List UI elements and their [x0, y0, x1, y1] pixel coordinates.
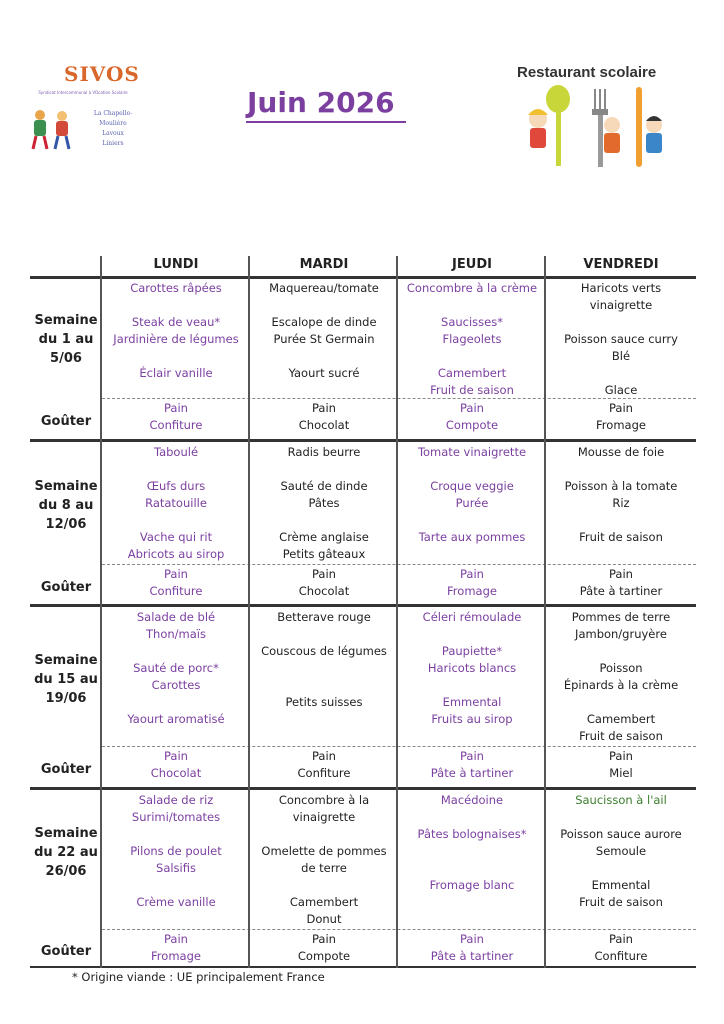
gouter-cell — [400, 400, 544, 434]
menu-spacer — [252, 826, 396, 843]
gouter-cell — [548, 931, 694, 965]
menu-item: Fruit de saison — [579, 729, 663, 743]
menu-item: Poisson — [599, 661, 643, 675]
gouter-item: Pain — [609, 567, 633, 581]
gouter-item: Pain — [460, 401, 484, 415]
menu-cell — [252, 792, 396, 928]
gouter-cell — [252, 931, 396, 965]
menu-item: Purée — [455, 496, 489, 510]
menu-spacer — [104, 348, 248, 365]
gouter-item: Confiture — [149, 584, 203, 598]
menu-item: Purée St Germain — [273, 332, 375, 346]
gouter-cell — [104, 400, 248, 434]
menu-item: Camembert — [289, 895, 359, 909]
menu-item: Haricots verts — [580, 281, 662, 295]
gouter-item: Pain — [164, 932, 188, 946]
menu-cell — [548, 609, 694, 745]
gouter-cell — [104, 566, 248, 600]
menu-spacer — [400, 512, 544, 529]
menu-item: Épinards à la crème — [563, 678, 679, 692]
menu-cell — [252, 444, 396, 563]
menu-item: Flageolets — [442, 332, 502, 346]
week-label — [30, 311, 102, 368]
gouter-item: Fromage — [151, 949, 201, 963]
gouter-label: Goûter — [40, 762, 92, 777]
menu-item: Emmental — [591, 878, 651, 892]
gouter-item: Pain — [164, 401, 188, 415]
menu-item: Semoule — [595, 844, 647, 858]
menu-spacer — [548, 809, 694, 826]
gouter-cell — [548, 566, 694, 600]
day-header-vendredi: VENDREDI — [583, 257, 659, 272]
menu-spacer — [548, 694, 694, 711]
menu-item: Escalope de dinde — [271, 315, 377, 329]
gouter-separator — [102, 564, 696, 565]
menu-item: Jambon/gruyère — [575, 627, 667, 641]
menu-item: Crème anglaise — [279, 530, 369, 544]
menu-spacer — [252, 461, 396, 478]
menu-item: Concombre à la crème — [406, 281, 538, 295]
menu-item: Poisson à la tomate — [564, 479, 678, 493]
gouter-cell — [104, 748, 248, 782]
restaurant-title: Restaurant scolaire — [517, 64, 657, 81]
menu-item: Surimi/tomates — [131, 810, 221, 824]
gouter-item: Confiture — [594, 949, 648, 963]
gouter-item: Confiture — [297, 766, 351, 780]
column-divider — [396, 256, 398, 968]
week-label-line: du 8 au — [38, 498, 94, 513]
menu-spacer — [252, 512, 396, 529]
menu-item: Taboulé — [153, 445, 199, 459]
menu-spacer — [548, 461, 694, 478]
week-label-line: Semaine — [34, 479, 98, 494]
menu-item: Petits gâteaux — [282, 547, 366, 561]
gouter-item: Pâte à tartiner — [579, 584, 663, 598]
menu-item: Pilons de poulet — [130, 844, 222, 858]
menu-spacer — [548, 643, 694, 660]
week-label-line: du 22 au — [34, 845, 98, 860]
gouter-item: Miel — [609, 766, 633, 780]
menu-item: vinaigrette — [589, 298, 653, 312]
gouter-cell — [400, 931, 544, 965]
menu-item: Fromage blanc — [429, 878, 515, 892]
week-label — [30, 477, 102, 534]
menu-item: Poisson sauce curry — [564, 332, 678, 346]
menu-cell — [548, 444, 694, 546]
menu-cell — [104, 792, 248, 911]
menu-spacer — [252, 348, 396, 365]
menu-item: Crème vanille — [136, 895, 216, 909]
menu-item: Salsifis — [156, 861, 196, 875]
menu-item: Œufs durs — [146, 479, 206, 493]
menu-item: Macédoine — [440, 793, 504, 807]
gouter-label: Goûter — [40, 414, 92, 429]
menu-item: Vache qui rit — [139, 530, 213, 544]
gouter-separator — [102, 929, 696, 930]
menu-item: Omelette de pommes — [261, 844, 387, 858]
gouter-item: Pain — [312, 749, 336, 763]
menu-item: Donut — [306, 912, 342, 926]
gouter-item: Fromage — [447, 584, 497, 598]
row-divider — [30, 604, 696, 607]
footnote: * Origine viande : UE principalement France — [72, 970, 325, 984]
menu-cell — [104, 280, 248, 382]
gouter-item: Chocolat — [298, 418, 350, 432]
menu-cell — [252, 609, 396, 711]
gouter-label: Goûter — [40, 944, 92, 959]
title-underline — [246, 121, 406, 123]
week-label-line: Semaine — [34, 826, 98, 841]
gouter-item: Pain — [164, 567, 188, 581]
menu-cell — [104, 444, 248, 563]
menu-cell — [252, 280, 396, 382]
menu-spacer — [548, 314, 694, 331]
menu-item: Croque veggie — [430, 479, 514, 493]
logo-subtitle: Syndicat Intercommunal à VOcation Scolaire — [38, 90, 128, 95]
gouter-item: Pain — [460, 932, 484, 946]
page-title: Juin 2026 — [247, 86, 395, 119]
logo-title: SIVOS — [64, 62, 140, 86]
menu-item: Salade de riz — [138, 793, 214, 807]
menu-item: Sauté de dinde — [280, 479, 368, 493]
menu-spacer — [400, 809, 544, 826]
menu-item: Radis beurre — [287, 445, 361, 459]
menu-item: Jardinière de légumes — [113, 332, 239, 346]
gouter-cell — [104, 931, 248, 965]
week-label — [30, 824, 102, 881]
menu-item: Glace — [604, 383, 638, 397]
menu-item: Céleri rémoulade — [422, 610, 522, 624]
sivos-logo — [28, 62, 138, 152]
gouter-cell — [252, 566, 396, 600]
gouter-item: Chocolat — [150, 766, 202, 780]
menu-cell — [400, 280, 544, 399]
menu-item: vinaigrette — [292, 810, 356, 824]
menu-item: Pâtes bolognaises* — [417, 827, 527, 841]
menu-item: Camembert — [586, 712, 656, 726]
week-label-line: du 1 au — [38, 332, 94, 347]
row-divider — [30, 787, 696, 790]
row-divider — [30, 439, 696, 442]
menu-spacer — [252, 297, 396, 314]
menu-item: Maquereau/tomate — [269, 281, 379, 295]
week-label-line: 19/06 — [45, 691, 87, 706]
week-label — [30, 651, 102, 708]
menu-item: Salade de blé — [136, 610, 216, 624]
gouter-item: Pain — [460, 749, 484, 763]
menu-item: Steak de veau* — [131, 315, 221, 329]
gouter-item: Pain — [312, 932, 336, 946]
menu-item: Paupiette* — [441, 644, 503, 658]
menu-item: Fruits au sirop — [431, 712, 513, 726]
menu-spacer — [252, 660, 396, 677]
menu-item: Abricots au sirop — [127, 547, 225, 561]
menu-spacer — [252, 677, 396, 694]
column-divider — [544, 256, 546, 968]
menu-spacer — [548, 860, 694, 877]
menu-spacer — [400, 843, 544, 860]
gouter-item: Compote — [445, 418, 499, 432]
logo-towns — [83, 109, 143, 149]
menu-item: Ratatouille — [145, 496, 207, 510]
menu-item: Riz — [612, 496, 630, 510]
menu-spacer — [400, 297, 544, 314]
gouter-cell — [400, 748, 544, 782]
town-name: Liniers — [102, 140, 124, 147]
gouter-item: Chocolat — [298, 584, 350, 598]
gouter-item: Confiture — [149, 418, 203, 432]
menu-spacer — [548, 365, 694, 382]
town-name: La Chapelle-Moulière — [93, 110, 133, 127]
menu-item: Saucisses* — [441, 315, 503, 329]
gouter-cell — [548, 748, 694, 782]
menu-spacer — [400, 677, 544, 694]
menu-cell — [400, 792, 544, 894]
menu-item: Carottes râpées — [130, 281, 222, 295]
menu-item: Pommes de terre — [571, 610, 671, 624]
menu-item: de terre — [301, 861, 347, 875]
menu-spacer — [548, 512, 694, 529]
menu-spacer — [400, 626, 544, 643]
menu-item: Fruit de saison — [430, 383, 514, 397]
menu-item: Éclair vanille — [139, 366, 213, 380]
menu-cell — [400, 444, 544, 546]
menu-spacer — [104, 694, 248, 711]
menu-spacer — [104, 512, 248, 529]
gouter-label: Goûter — [40, 580, 92, 595]
week-label-line: Semaine — [34, 313, 98, 328]
menu-item: Blé — [611, 349, 631, 363]
menu-item: Yaourt aromatisé — [127, 712, 225, 726]
menu-item: Betterave rouge — [277, 610, 371, 624]
menu-item: Fruit de saison — [579, 895, 663, 909]
menu-spacer — [252, 877, 396, 894]
menu-item: Tarte aux pommes — [418, 530, 526, 544]
gouter-separator — [102, 746, 696, 747]
gouter-item: Pâte à tartiner — [430, 949, 514, 963]
menu-item: Haricots blancs — [427, 661, 517, 675]
menu-item: Mousse de foie — [577, 445, 665, 459]
menu-cell — [548, 280, 694, 399]
gouter-item: Pain — [460, 567, 484, 581]
menu-spacer — [104, 877, 248, 894]
day-header-lundi: LUNDI — [153, 257, 199, 272]
gouter-item: Pain — [164, 749, 188, 763]
gouter-item: Pain — [312, 401, 336, 415]
menu-item: Sauté de porc* — [133, 661, 219, 675]
day-header-mardi: MARDI — [299, 257, 349, 272]
week-label-line: 12/06 — [45, 517, 87, 532]
week-label-line: du 15 au — [34, 672, 98, 687]
menu-cell — [104, 609, 248, 728]
menu-spacer — [252, 626, 396, 643]
menu-item: Poisson sauce aurore — [560, 827, 682, 841]
week-label-line: 26/06 — [45, 864, 87, 879]
gouter-cell — [252, 400, 396, 434]
menu-cell — [548, 792, 694, 911]
gouter-cell — [400, 566, 544, 600]
gouter-item: Compote — [297, 949, 351, 963]
menu-spacer — [104, 826, 248, 843]
menu-item: Saucisson à l'ail — [575, 793, 667, 807]
menu-item: Concombre à la — [278, 793, 370, 807]
menu-cell — [400, 609, 544, 728]
menu-spacer — [400, 461, 544, 478]
week-label-line: 5/06 — [50, 351, 82, 366]
row-divider — [30, 966, 696, 968]
day-header-jeudi: JEUDI — [452, 257, 492, 272]
menu-item: Petits suisses — [285, 695, 363, 709]
menu-item: Fruit de saison — [579, 530, 663, 544]
menu-spacer — [104, 461, 248, 478]
menu-item: Thon/maïs — [146, 627, 206, 641]
row-divider — [30, 276, 696, 279]
menu-spacer — [400, 860, 544, 877]
gouter-cell — [252, 748, 396, 782]
cutlery-kids-illustration — [516, 85, 676, 170]
menu-spacer — [400, 348, 544, 365]
column-divider — [248, 256, 250, 968]
menu-item: Emmental — [442, 695, 502, 709]
week-label-line: Semaine — [34, 653, 98, 668]
menu-item: Couscous de légumes — [261, 644, 387, 658]
gouter-cell — [548, 400, 694, 434]
menu-item: Tomate vinaigrette — [417, 445, 527, 459]
gouter-item: Pâte à tartiner — [430, 766, 514, 780]
gouter-item: Pain — [609, 932, 633, 946]
menu-spacer — [104, 297, 248, 314]
town-name: Lavoux — [102, 130, 124, 137]
children-icon — [28, 107, 78, 152]
menu-item: Yaourt sucré — [288, 366, 360, 380]
gouter-item: Pain — [312, 567, 336, 581]
menu-spacer — [104, 643, 248, 660]
menu-item: Carottes — [151, 678, 201, 692]
menu-item: Camembert — [437, 366, 507, 380]
gouter-item: Pain — [609, 401, 633, 415]
gouter-item: Fromage — [596, 418, 646, 432]
menu-item: Pâtes — [308, 496, 340, 510]
gouter-item: Pain — [609, 749, 633, 763]
